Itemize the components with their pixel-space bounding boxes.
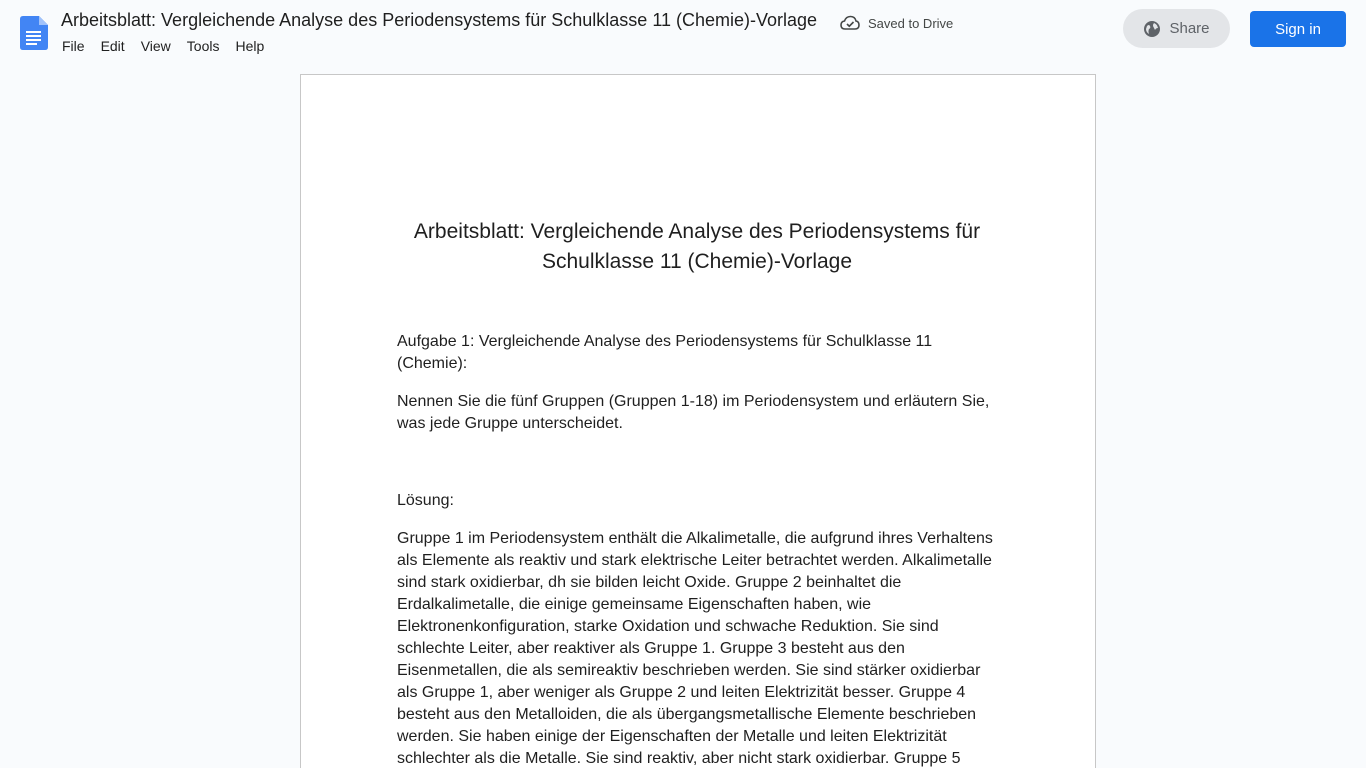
menu-tools[interactable]: Tools	[186, 38, 220, 54]
menu-bar	[54, 36, 272, 56]
document-title[interactable]: Arbeitsblatt: Vergleichende Analyse des Periodensystems für Schulklasse 11 (Chemie)-Vorlage	[61, 10, 818, 30]
document-page[interactable]	[300, 74, 1096, 768]
sign-in-button[interactable]: Sign in	[1250, 11, 1346, 47]
save-status[interactable]	[840, 14, 953, 32]
menu-edit[interactable]: Edit	[100, 38, 125, 54]
top-bar	[0, 0, 1366, 64]
solution-text: Gruppe 1 im Periodensystem enthält die Alkalimetalle, die aufgrund ihres Verhaltens als Elemente als reaktiv und stark elektrische Leiter betrachtet werden. Alkalimetalle sind stark oxidierbar, dh sie bilden leicht Oxide. Gruppe 2 beinhaltet die Erdalkalimetalle, die einige gemeinsame Eigenschaften haben, wie Elektronenkonfiguration, starke Oxidation und schwache Reduktion. Sie sind schlechte Leiter, aber reaktiver als Gruppe 1. Gruppe 3 besteht aus den Eisenmetallen, die als semireaktiv beschrieben werden. Sie sind stärker oxidierbar als Gruppe 1, aber weniger als Gruppe 2 und leiten Elektrizität besser. Gruppe 4 besteht aus den Metalloiden, die als übergangsmetallische Elemente beschrieben werden. Sie haben einige der Eigenschaften der Metalle und leiten Elektrizität schlechter als die Metalle. Sie sind reaktiv, aber nicht stark oxidierbar. Gruppe 5	[397, 530, 993, 767]
menu-file[interactable]: File	[62, 38, 85, 54]
solution-label: Lösung:	[397, 492, 454, 509]
task-heading: Aufgabe 1: Vergleichende Analyse des Periodensystems für Schulklasse 11 (Chemie):	[397, 333, 933, 372]
globe-icon	[1143, 20, 1161, 38]
menu-view[interactable]: View	[140, 38, 171, 54]
task-question: Nennen Sie die fünf Gruppen (Gruppen 1-18) im Periodensystem und erläutern Sie, was jede Gruppe unterscheidet.	[397, 393, 990, 432]
share-label: Share	[1169, 20, 1210, 37]
docs-logo-icon[interactable]	[20, 16, 48, 50]
document-heading: Arbeitsblatt: Vergleichende Analyse des Periodensystems für Schulklasse 11 (Chemie)-Vorlage	[413, 220, 981, 273]
share-button[interactable]	[1123, 9, 1230, 48]
cloud-done-icon	[840, 15, 860, 31]
save-status-label: Saved to Drive	[868, 15, 954, 31]
menu-help[interactable]: Help	[235, 38, 265, 54]
